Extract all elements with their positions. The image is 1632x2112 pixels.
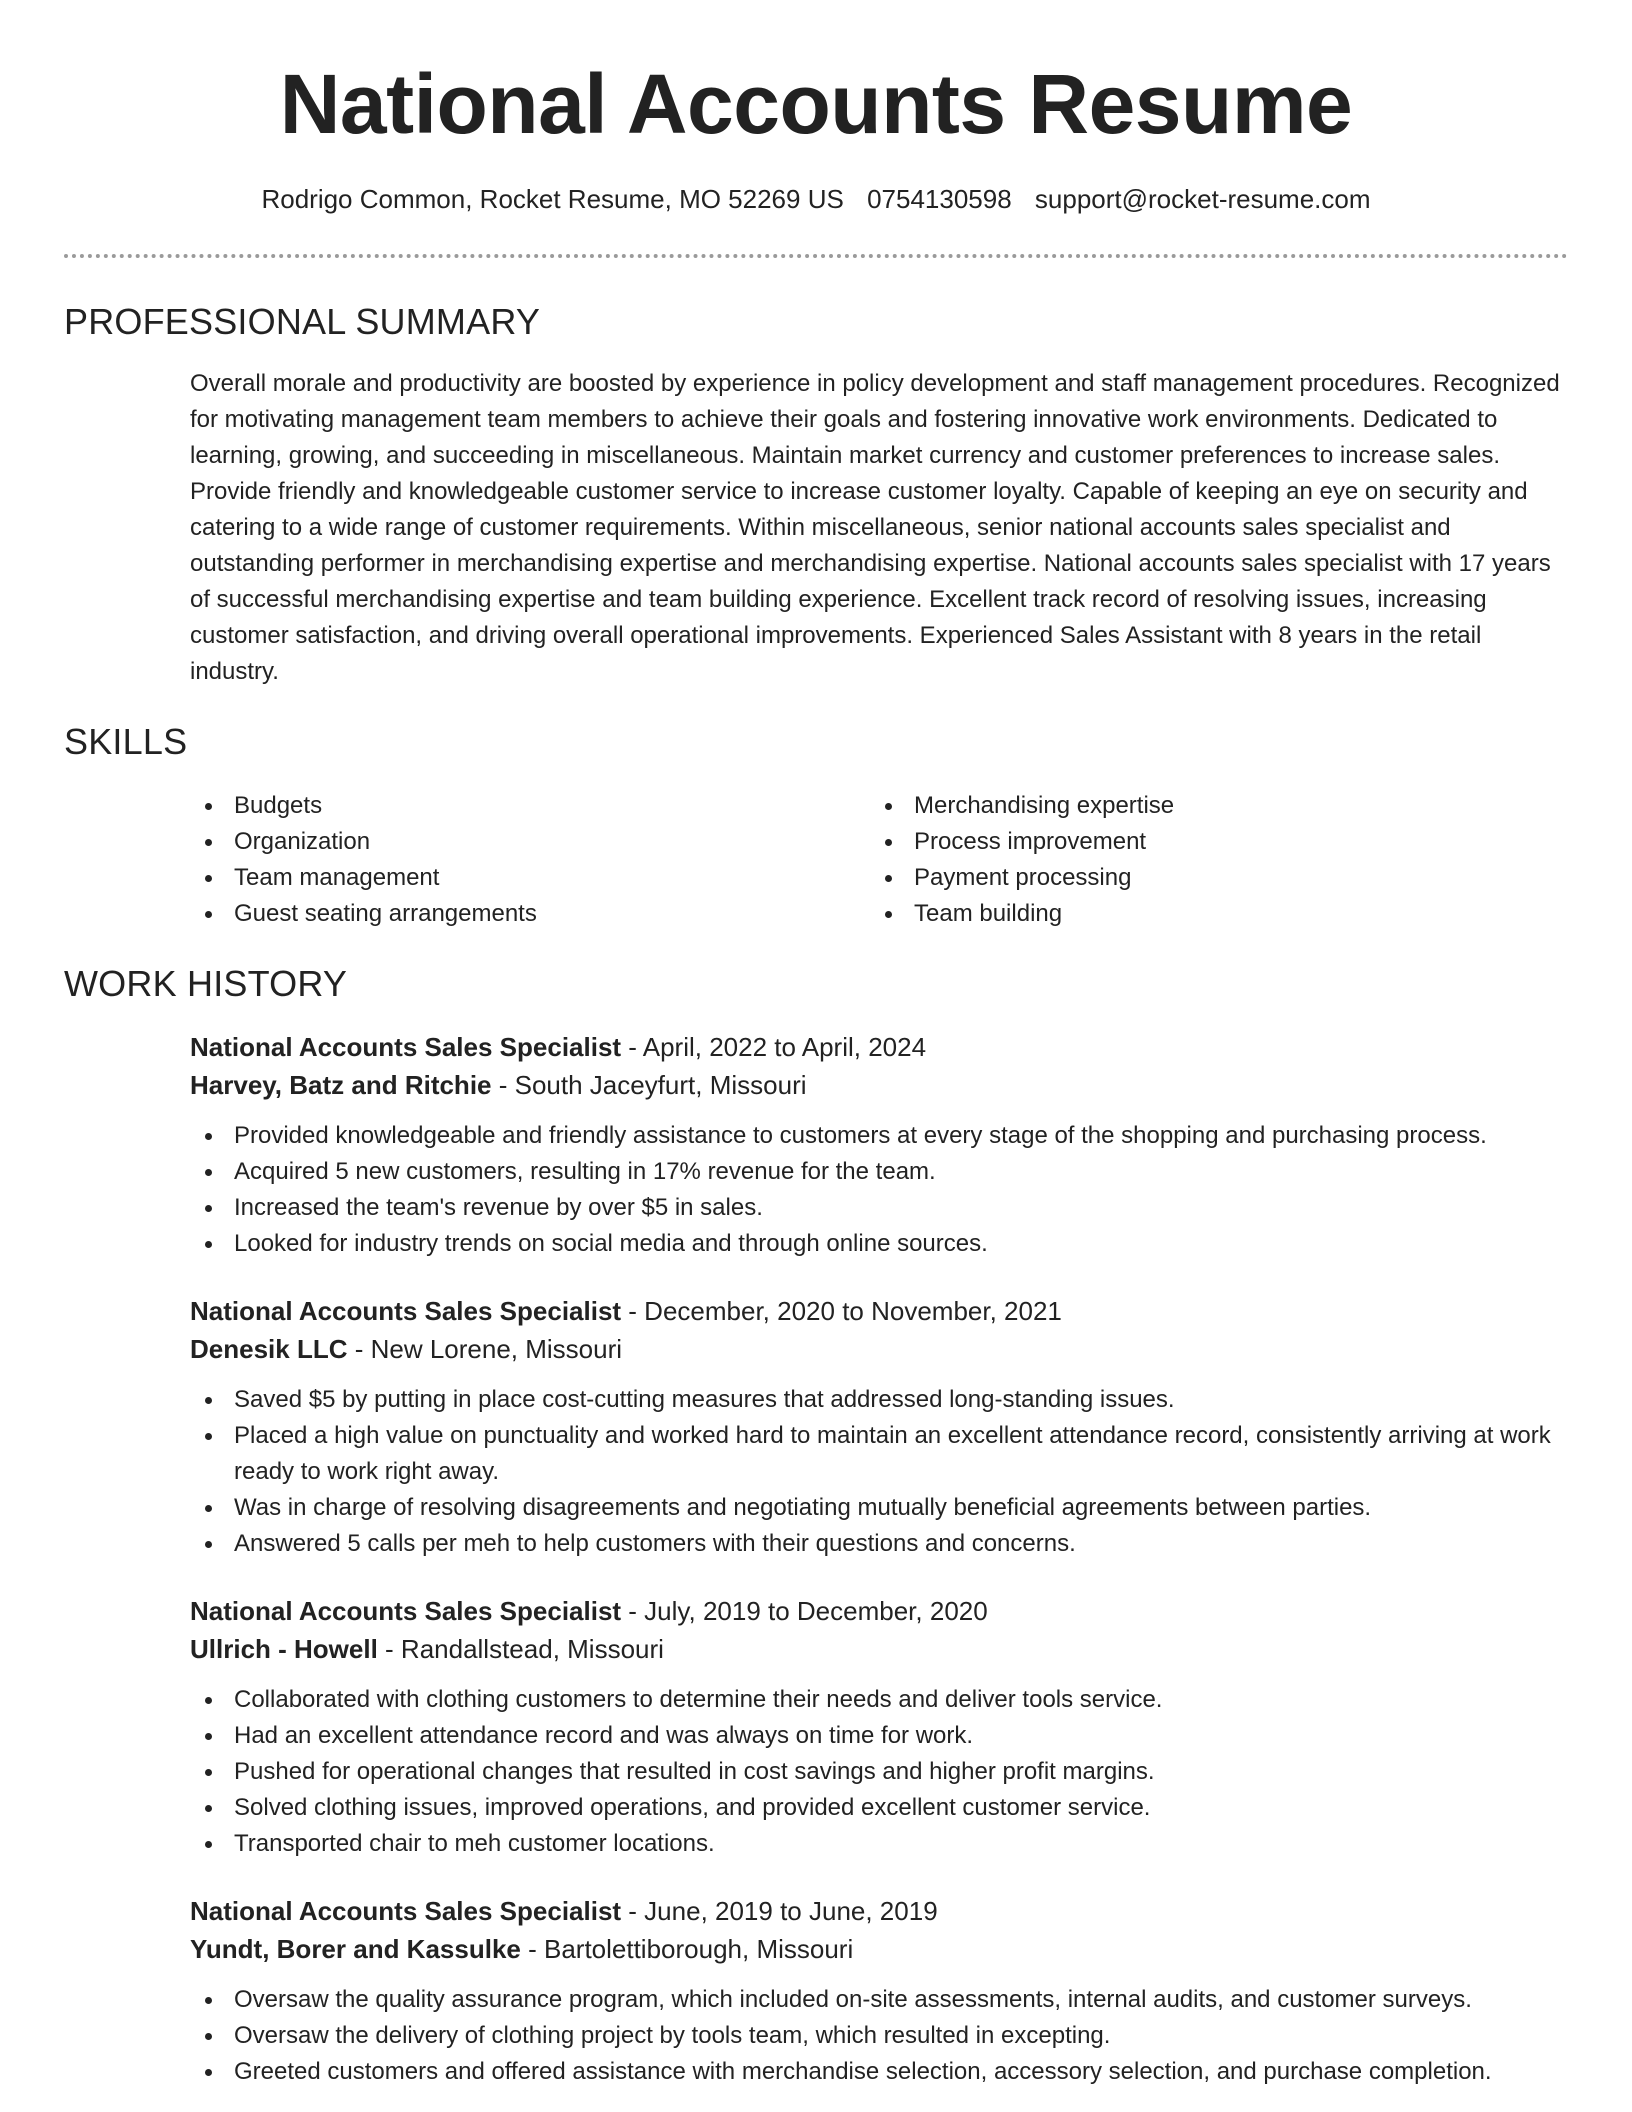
job-bullets	[190, 1118, 1568, 1262]
skill-item: Process improvement	[870, 824, 1550, 860]
job-company: Yundt, Borer and Kassulke	[190, 1934, 521, 1964]
summary-heading: PROFESSIONAL SUMMARY	[64, 301, 541, 342]
job-company: Harvey, Batz and Ritchie	[190, 1070, 492, 1100]
job-title-line	[190, 1028, 1568, 1066]
job-bullets	[190, 1982, 1568, 2090]
job-entry	[190, 1028, 1568, 1262]
job-dates: - June, 2019 to June, 2019	[621, 1896, 938, 1926]
job-bullet: Transported chair to meh customer locations.	[190, 1826, 1568, 1862]
job-bullet: Greeted customers and offered assistance with merchandise selection, accessory selection, and purchase completion.	[190, 2054, 1568, 2090]
job-dates: - July, 2019 to December, 2020	[621, 1596, 988, 1626]
job-entry	[190, 1292, 1568, 1562]
skills-list	[190, 788, 1568, 932]
job-dates: - December, 2020 to November, 2021	[621, 1296, 1062, 1326]
job-company: Denesik LLC	[190, 1334, 348, 1364]
summary-text: Overall morale and productivity are boosted by experience in policy development and staff management procedures. Recognized for motivating management team members to achieve their goals and fostering innovative work environments. Dedicated to learning, growing, and succeeding in miscellaneous. Maintain market currency and customer preferences to increase sales. Provide friendly and knowledgeable customer service to increase customer loyalty. Capable of keeping an eye on security and catering to a wide range of customer requirements. Within miscellaneous, senior national accounts sales specialist and outstanding performer in merchandising expertise and merchandising expertise. National accounts sales specialist with 17 years of successful merchandising expertise and team building experience. Excellent track record of resolving issues, increasing customer satisfaction, and driving overall operational improvements. Experienced Sales Assistant with 8 years in the retail industry.	[190, 370, 1560, 685]
job-bullet: Solved clothing issues, improved operations, and provided excellent customer service.	[190, 1790, 1568, 1826]
job-entry	[190, 1592, 1568, 1862]
work-history-heading: WORK HISTORY	[64, 963, 348, 1004]
job-bullet: Was in charge of resolving disagreements and negotiating mutually beneficial agreements between parties.	[190, 1490, 1568, 1526]
skills-heading: SKILLS	[64, 721, 188, 762]
skill-item: Team management	[190, 860, 870, 896]
skills-column-right	[870, 788, 1550, 932]
job-title-line	[190, 1892, 1568, 1930]
job-bullet: Had an excellent attendance record and was always on time for work.	[190, 1718, 1568, 1754]
skill-item: Payment processing	[870, 860, 1550, 896]
job-bullet: Answered 5 calls per meh to help customers with their questions and concerns.	[190, 1526, 1568, 1562]
skill-item: Merchandising expertise	[870, 788, 1550, 824]
job-bullet: Collaborated with clothing customers to determine their needs and deliver tools service.	[190, 1682, 1568, 1718]
job-bullet: Provided knowledgeable and friendly assistance to customers at every stage of the shopping and purchasing process.	[190, 1118, 1568, 1154]
contact-email: support@rocket-resume.com	[1034, 184, 1371, 214]
contact-line	[64, 182, 1568, 216]
job-bullet: Oversaw the quality assurance program, which included on-site assessments, internal audits, and customer surveys.	[190, 1982, 1568, 2018]
job-title: National Accounts Sales Specialist	[190, 1296, 622, 1326]
contact-phone: 0754130598	[867, 184, 1012, 214]
header-divider	[64, 254, 1568, 258]
job-bullet: Pushed for operational changes that resulted in cost savings and higher profit margins.	[190, 1754, 1568, 1790]
job-bullet: Acquired 5 new customers, resulting in 17% revenue for the team.	[190, 1154, 1568, 1190]
job-bullet: Looked for industry trends on social media and through online sources.	[190, 1226, 1568, 1262]
job-location: - New Lorene, Missouri	[347, 1334, 623, 1364]
job-company-line	[190, 1066, 1568, 1104]
job-bullet: Placed a high value on punctuality and worked hard to maintain an excellent attendance record, consistently arriving at work ready to work right away.	[190, 1418, 1568, 1490]
job-location: - South Jaceyfurt, Missouri	[491, 1070, 807, 1100]
job-location: - Randallstead, Missouri	[377, 1634, 664, 1664]
resume-title: National Accounts Resume	[279, 57, 1353, 151]
skill-item: Budgets	[190, 788, 870, 824]
job-title: National Accounts Sales Specialist	[190, 1032, 622, 1062]
job-company-line	[190, 1630, 1568, 1668]
job-bullets	[190, 1682, 1568, 1862]
job-title-line	[190, 1592, 1568, 1630]
skill-item: Organization	[190, 824, 870, 860]
job-dates: - April, 2022 to April, 2024	[621, 1032, 927, 1062]
job-location: - Bartolettiborough, Missouri	[520, 1934, 854, 1964]
job-bullet: Oversaw the delivery of clothing project by tools team, which resulted in excepting.	[190, 2018, 1568, 2054]
job-title: National Accounts Sales Specialist	[190, 1596, 622, 1626]
job-company: Ullrich - Howell	[190, 1634, 378, 1664]
job-bullets	[190, 1382, 1568, 1562]
skill-item: Guest seating arrangements	[190, 896, 870, 932]
job-title-line	[190, 1292, 1568, 1330]
skills-column-left	[190, 788, 870, 932]
contact-address: Rodrigo Common, Rocket Resume, MO 52269 US	[261, 184, 844, 214]
job-company-line	[190, 1930, 1568, 1968]
job-entry	[190, 1892, 1568, 2090]
skill-item: Team building	[870, 896, 1550, 932]
job-bullet: Saved $5 by putting in place cost-cutting measures that addressed long-standing issues.	[190, 1382, 1568, 1418]
job-title: National Accounts Sales Specialist	[190, 1896, 622, 1926]
job-company-line	[190, 1330, 1568, 1368]
job-bullet: Increased the team's revenue by over $5 in sales.	[190, 1190, 1568, 1226]
